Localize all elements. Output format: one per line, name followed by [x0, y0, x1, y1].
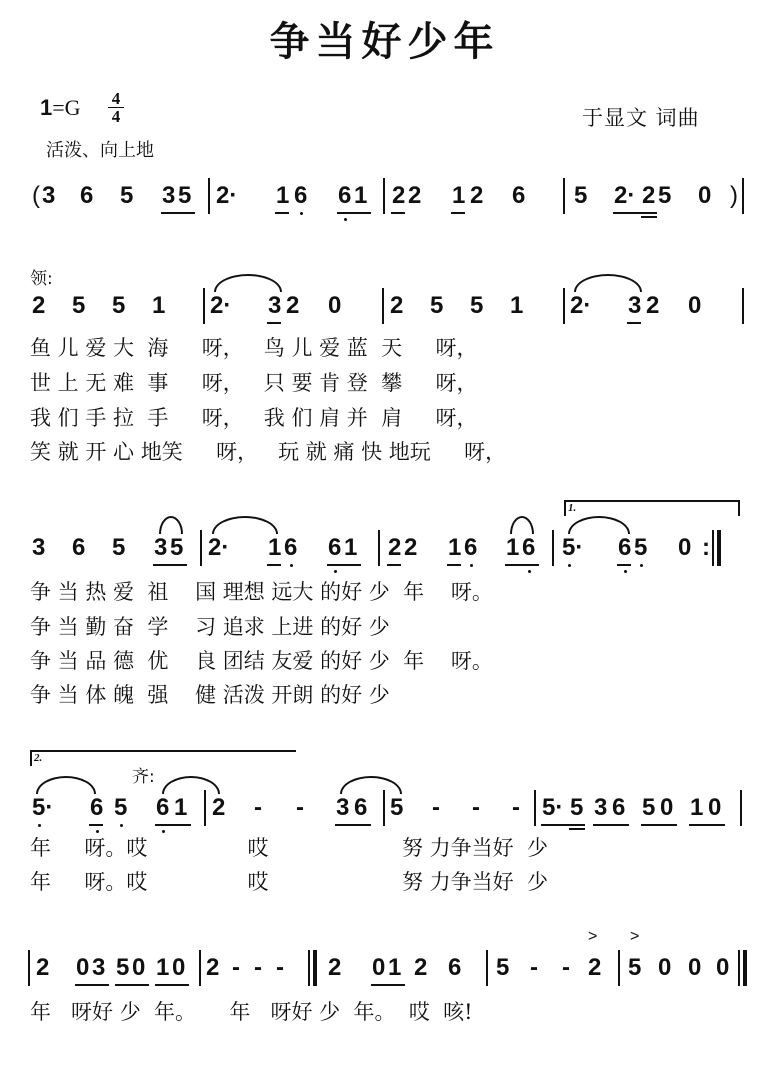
note: 1	[690, 794, 704, 821]
note: 5	[496, 954, 510, 981]
note: 0	[708, 794, 722, 821]
note: 2	[286, 292, 300, 319]
barline	[378, 530, 380, 566]
barline	[383, 790, 385, 826]
low-octave-dot	[528, 570, 531, 573]
note: 2·	[210, 292, 232, 319]
underline	[267, 322, 281, 324]
note: 5	[642, 794, 656, 821]
note: 6	[294, 182, 308, 209]
note: 2	[206, 954, 220, 981]
note: 6	[284, 534, 298, 561]
note: 1	[354, 182, 368, 209]
note: 3	[336, 794, 350, 821]
underline	[641, 824, 677, 826]
note: 6	[448, 954, 462, 981]
slur	[159, 516, 183, 534]
note: 6	[464, 534, 478, 561]
note: 2	[646, 292, 660, 319]
underline	[505, 564, 539, 566]
dash: -	[530, 954, 538, 981]
meter-top: 4	[108, 90, 124, 108]
low-octave-dot	[640, 564, 643, 567]
underline	[689, 824, 725, 826]
note: 0	[328, 292, 342, 319]
underline	[593, 824, 629, 826]
lyrics-verse-3: 我 们 手 拉 手 呀， 我 们 肩 并 肩 呀，	[30, 406, 478, 430]
note: 5	[178, 182, 192, 209]
note: 5	[658, 182, 672, 209]
note: 2	[414, 954, 428, 981]
meter-bottom: 4	[111, 107, 121, 126]
repeat-end-barline	[712, 530, 719, 566]
note: 6	[338, 182, 352, 209]
note: 2	[392, 182, 406, 209]
tempo-marking: 活泼、向上地	[46, 140, 154, 161]
note: 2·	[614, 182, 636, 209]
note: 5·	[542, 794, 564, 821]
volta-second	[30, 750, 296, 766]
staff-coda	[28, 928, 748, 990]
underline	[161, 212, 195, 214]
low-octave-dot	[344, 218, 347, 221]
note: 0	[172, 954, 186, 981]
note: 5	[112, 534, 126, 561]
note: 0	[76, 954, 90, 981]
note: 5	[112, 292, 126, 319]
note: 3	[42, 182, 56, 209]
double-underline	[641, 216, 657, 218]
note: 1	[506, 534, 520, 561]
note: 3	[628, 292, 642, 319]
slur	[214, 274, 282, 292]
underline	[371, 984, 405, 986]
note: 5	[634, 534, 648, 561]
dash: -	[276, 954, 284, 981]
note: 5·	[562, 534, 584, 561]
barline	[203, 288, 205, 324]
underline	[335, 824, 371, 826]
dash: -	[296, 794, 304, 821]
slur	[510, 516, 534, 534]
note: 2	[588, 954, 602, 981]
note: 5	[574, 182, 588, 209]
barline	[563, 178, 565, 214]
note: 6	[618, 534, 632, 561]
barline	[199, 950, 201, 986]
note: 1	[344, 534, 358, 561]
note: 0	[688, 292, 702, 319]
note: 1	[510, 292, 524, 319]
staff-intro	[28, 178, 748, 218]
staff-ending	[28, 790, 748, 830]
underline	[327, 564, 361, 566]
barline	[740, 790, 742, 826]
slur	[162, 776, 220, 794]
barline	[383, 178, 385, 214]
key-name: G	[64, 95, 81, 120]
note: 2·	[216, 182, 238, 209]
low-octave-dot	[568, 564, 571, 567]
note: 1	[156, 954, 170, 981]
note: 0	[698, 182, 712, 209]
note: 3	[594, 794, 608, 821]
barline	[200, 530, 202, 566]
note: 1	[388, 954, 402, 981]
slur	[568, 516, 630, 534]
barline	[552, 530, 554, 566]
song-title: 争当好少年	[269, 18, 500, 65]
slur	[574, 274, 642, 292]
note: 6	[354, 794, 368, 821]
barline	[618, 950, 620, 986]
accent-mark: >	[588, 928, 598, 945]
low-octave-dot	[470, 564, 473, 567]
double-barline	[308, 950, 315, 986]
note: 0	[132, 954, 146, 981]
note: 2·	[570, 292, 592, 319]
note: 3	[162, 182, 176, 209]
volta-first-label: 1.	[568, 502, 577, 514]
accent-mark: >	[630, 928, 640, 945]
dash: -	[232, 954, 240, 981]
note: 6	[612, 794, 626, 821]
lyrics-verse-1: 鱼 儿 爱 大 海 呀， 鸟 儿 爱 蓝 天 呀，	[30, 336, 478, 360]
note: 6	[80, 182, 94, 209]
lyrics-refrain-2: 争 当 勤 奋 学 习 追求 上进 的好 少	[30, 615, 390, 639]
key-equals: =	[52, 95, 65, 120]
note: 2	[32, 292, 46, 319]
note: 2·	[208, 534, 230, 561]
dash: -	[472, 794, 480, 821]
dash: -	[254, 954, 262, 981]
underline	[541, 824, 585, 826]
underline	[387, 564, 401, 566]
note: 2	[642, 182, 656, 209]
lyrics-refrain-4: 争 当 体 魄 强 健 活泼 开朗 的好 少	[30, 683, 390, 707]
low-octave-dot	[334, 570, 337, 573]
lyrics-ending-2: 年 呀。哎 哎 努 力争当好 少	[30, 870, 549, 894]
note: 0	[688, 954, 702, 981]
note: 1	[174, 794, 188, 821]
note: 5	[120, 182, 134, 209]
note: 5·	[32, 794, 54, 821]
underline	[617, 564, 631, 566]
dash: -	[512, 794, 520, 821]
volta-second-label: 2.	[34, 752, 43, 764]
low-octave-dot	[300, 212, 303, 215]
note: 0	[372, 954, 386, 981]
volta-first	[564, 500, 740, 516]
note: 2	[404, 534, 418, 561]
underline	[155, 824, 191, 826]
note: 1	[452, 182, 466, 209]
dash: -	[432, 794, 440, 821]
note: 2	[470, 182, 484, 209]
note: 6	[72, 534, 86, 561]
barline	[563, 288, 565, 324]
note: 2	[388, 534, 402, 561]
note: 5	[170, 534, 184, 561]
note: 2	[212, 794, 226, 821]
note: 3	[32, 534, 46, 561]
underline	[613, 212, 657, 214]
barline	[742, 178, 744, 214]
lyrics-refrain-1: 争 当 热 爱 祖 国 理想 远大 的好 少 年 呀。	[30, 580, 493, 604]
note: 1	[448, 534, 462, 561]
note: 0	[678, 534, 692, 561]
note: 0	[658, 954, 672, 981]
key-signature	[40, 95, 81, 121]
underline	[153, 564, 187, 566]
barline	[534, 790, 536, 826]
author-credit: 于显文 词曲	[582, 106, 700, 130]
key-do: 1	[40, 95, 53, 120]
lyrics-coda: 年 呀好 少 年。 年 呀好 少 年。 哎 咳!	[30, 1000, 473, 1024]
dash: -	[254, 794, 262, 821]
note: 0	[660, 794, 674, 821]
underline	[115, 984, 149, 986]
note: 5	[390, 794, 404, 821]
note: 1	[276, 182, 290, 209]
note: 5	[72, 292, 86, 319]
underline	[267, 564, 281, 566]
lyrics-ending-1: 年 呀。哎 哎 努 力争当好 少	[30, 836, 549, 860]
note: 1	[152, 292, 166, 319]
note: 6	[512, 182, 526, 209]
repeat-dots: :	[702, 534, 710, 561]
low-octave-dot	[120, 824, 123, 827]
underline	[155, 984, 189, 986]
underline	[447, 564, 461, 566]
note: 5	[628, 954, 642, 981]
note: 2	[390, 292, 404, 319]
low-octave-dot	[290, 564, 293, 567]
slur	[340, 776, 402, 794]
note: 5	[570, 794, 584, 821]
staff-refrain	[28, 530, 748, 570]
note: 0	[716, 954, 730, 981]
note: 6	[328, 534, 342, 561]
lyrics-verse-4: 笑 就 开 心 地笑 呀， 玩 就 痛 快 地玩 呀，	[30, 440, 507, 464]
staff-verse	[28, 288, 748, 328]
underline	[75, 984, 109, 986]
final-barline	[738, 950, 745, 986]
barline	[382, 288, 384, 324]
double-underline	[569, 828, 585, 830]
barline	[28, 950, 30, 986]
note: 5	[430, 292, 444, 319]
note: 5	[114, 794, 128, 821]
lyrics-refrain-3: 争 当 品 德 优 良 团结 友爱 的好 少 年 呀。	[30, 649, 493, 673]
time-signature	[108, 90, 124, 125]
note: 6	[90, 794, 104, 821]
note: 2	[328, 954, 342, 981]
barline	[208, 178, 210, 214]
chorus-label: 齐:	[132, 767, 155, 787]
note: 3	[154, 534, 168, 561]
barline	[204, 790, 206, 826]
note: 3	[92, 954, 106, 981]
slur	[212, 516, 278, 534]
lead-label: 领:	[30, 269, 53, 289]
low-octave-dot	[624, 570, 627, 573]
note: 6	[522, 534, 536, 561]
note: 5	[470, 292, 484, 319]
underline	[337, 212, 371, 214]
note: 1	[268, 534, 282, 561]
underline	[391, 212, 405, 214]
underline	[275, 212, 289, 214]
note: 3	[268, 292, 282, 319]
underline	[451, 212, 465, 214]
low-octave-dot	[38, 824, 41, 827]
underline	[89, 824, 103, 826]
dash: -	[562, 954, 570, 981]
slur	[36, 776, 96, 794]
note: 2	[36, 954, 50, 981]
barline	[742, 288, 744, 324]
note: 5	[116, 954, 130, 981]
open-paren: (	[32, 182, 40, 209]
lyrics-verse-2: 世 上 无 难 事 呀， 只 要 肯 登 攀 呀，	[30, 371, 478, 395]
note: 6	[156, 794, 170, 821]
underline	[627, 322, 641, 324]
close-paren: )	[730, 182, 738, 209]
barline	[486, 950, 488, 986]
note: 2	[408, 182, 422, 209]
